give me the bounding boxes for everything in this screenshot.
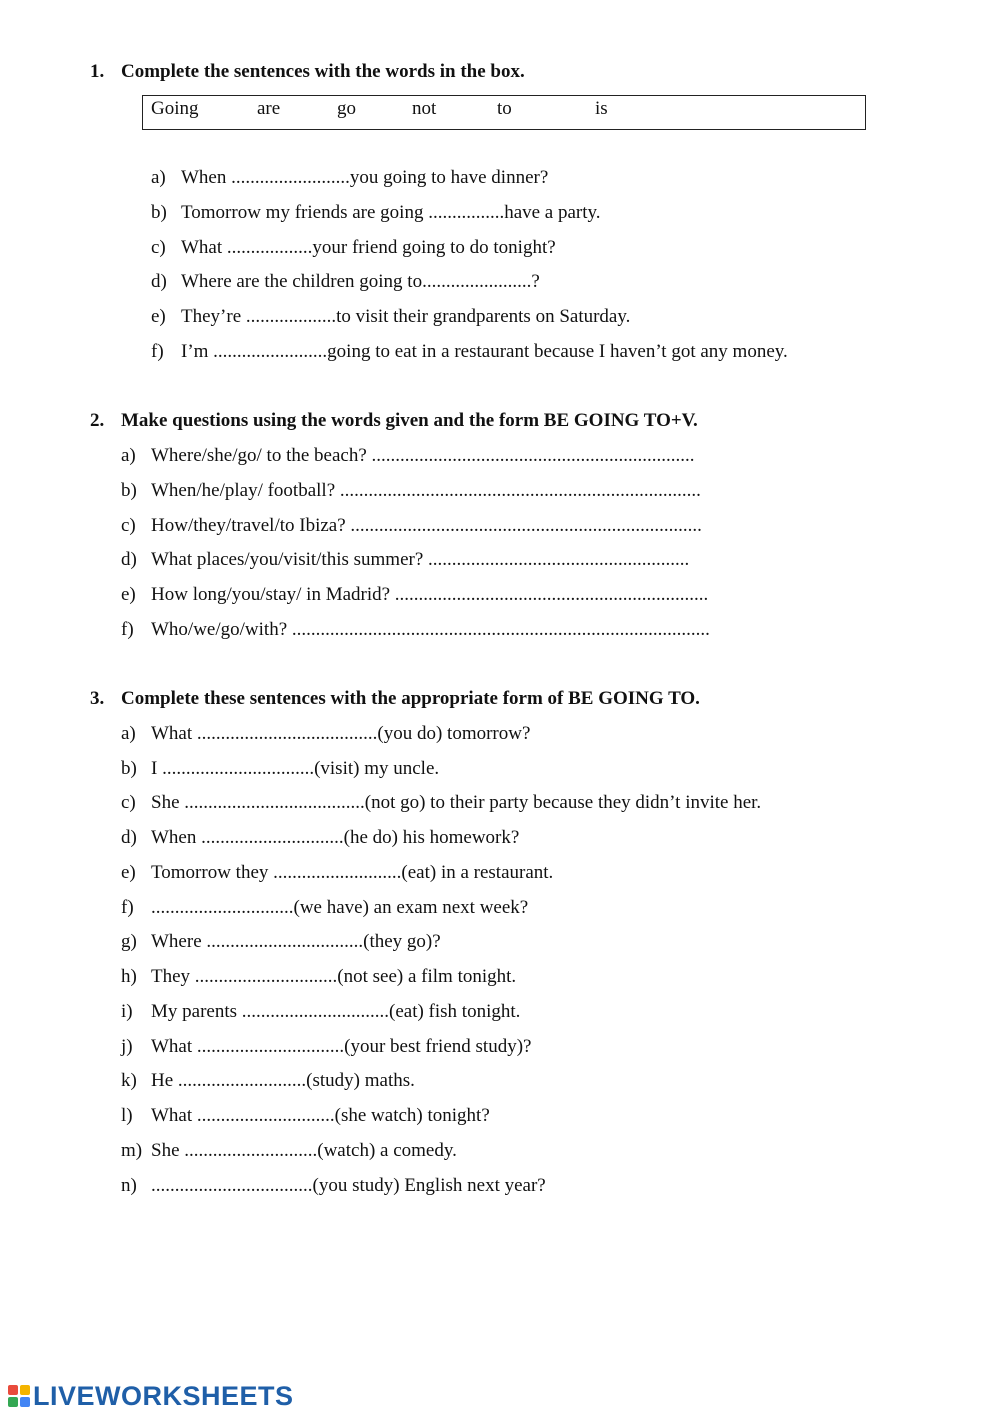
item-text: What ..................your friend going to do tonight? (181, 237, 556, 258)
section-2-title (90, 410, 698, 432)
logo-square (20, 1397, 30, 1407)
item-text: Where/she/go/ to the beach? .................................................................... (151, 445, 695, 466)
section-3-title (90, 688, 700, 710)
item-text: She ............................(watch) a comedy. (151, 1140, 457, 1161)
item-text: When/he/play/ football? ............................................................................ (151, 480, 701, 501)
item-text: Where are the children going to.......................? (181, 271, 540, 292)
item-label: b) (121, 758, 137, 779)
item-label: m) (121, 1140, 143, 1161)
item-label: b) (121, 480, 137, 501)
item-label: a) (121, 445, 136, 466)
item-text: I’m ........................going to eat in a restaurant because I haven’t got any money. (181, 341, 788, 362)
item-text: Tomorrow my friends are going ................have a party. (181, 202, 601, 223)
section-1-heading: Complete the sentences with the words in the box. (121, 61, 525, 82)
box-word: is (595, 98, 608, 119)
logo-square (8, 1397, 18, 1407)
item-label: d) (151, 271, 167, 292)
logo-square (8, 1385, 18, 1395)
item-text: What ...............................(your best friend study)? (151, 1036, 532, 1057)
item-text: Where .................................(they go)? (151, 931, 441, 952)
section-1-number: 1. (90, 61, 105, 82)
item-text: My parents ...............................(eat) fish tonight. (151, 1001, 521, 1022)
box-word: Going (151, 98, 199, 119)
item-label: e) (121, 584, 136, 605)
item-label: c) (151, 237, 166, 258)
item-text: How long/you/stay/ in Madrid? .................................................................. (151, 584, 709, 605)
item-text: ..................................(you study) English next year? (151, 1175, 546, 1196)
item-label: b) (151, 202, 167, 223)
item-label: d) (121, 827, 137, 848)
item-text: He ...........................(study) maths. (151, 1070, 415, 1091)
item-label: c) (121, 515, 136, 536)
item-label: j) (121, 1036, 133, 1057)
liveworksheets-logo[interactable] (8, 1381, 294, 1411)
section-2-number: 2. (90, 410, 105, 431)
item-label: a) (121, 723, 136, 744)
item-label: i) (121, 1001, 133, 1022)
item-text: What .............................(she watch) tonight? (151, 1105, 490, 1126)
item-text: When ..............................(he do) his homework? (151, 827, 520, 848)
box-word: are (257, 98, 281, 119)
item-label: f) (151, 341, 164, 362)
logo-text: LIVEWORKSHEETS (33, 1380, 294, 1411)
item-text: Who/we/go/with? ........................................................................................ (151, 619, 710, 640)
item-label: f) (121, 897, 134, 918)
item-text: What places/you/visit/this summer? ....................................................... (151, 549, 690, 570)
logo-squares-icon (8, 1385, 30, 1407)
item-text: What ......................................(you do) tomorrow? (151, 723, 531, 744)
item-label: k) (121, 1070, 137, 1091)
item-label: f) (121, 619, 134, 640)
section-3-number: 3. (90, 688, 105, 709)
item-label: e) (121, 862, 136, 883)
item-text: I ................................(visit) my uncle. (151, 758, 440, 779)
item-text: When .........................you going to have dinner? (181, 167, 549, 188)
item-label: c) (121, 792, 136, 813)
item-label: d) (121, 549, 137, 570)
item-label: h) (121, 966, 137, 987)
item-label: l) (121, 1105, 133, 1126)
box-word: not (412, 98, 437, 119)
item-label: e) (151, 306, 166, 327)
item-label: g) (121, 931, 137, 952)
item-text: ..............................(we have) an exam next week? (151, 897, 529, 918)
item-text: They’re ...................to visit their grandparents on Saturday. (181, 306, 631, 327)
item-text: They ..............................(not see) a film tonight. (151, 966, 517, 987)
word-box (142, 95, 866, 130)
item-label: n) (121, 1175, 137, 1196)
section-2-heading: Make questions using the words given and the form BE GOING TO+V. (121, 410, 698, 431)
box-word: go (337, 98, 356, 119)
logo-square (20, 1385, 30, 1395)
section-1-title (90, 61, 525, 83)
section-3-heading: Complete these sentences with the appropriate form of BE GOING TO. (121, 688, 700, 709)
item-text: Tomorrow they ...........................(eat) in a restaurant. (151, 862, 554, 883)
item-text: She ......................................(not go) to their party because they didn’t invite her. (151, 792, 762, 813)
box-word: to (497, 98, 512, 119)
item-text: How/they/travel/to Ibiza? .......................................................................... (151, 515, 702, 536)
item-label: a) (151, 167, 166, 188)
